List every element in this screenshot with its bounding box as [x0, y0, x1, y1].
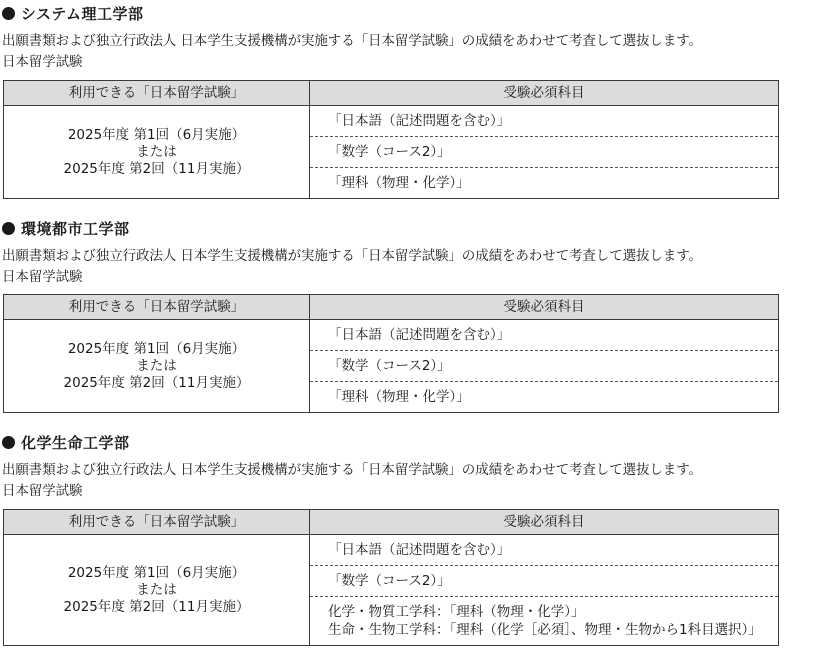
- subject-item: 「日本語（記述問題を含む）」: [310, 320, 778, 351]
- column-header-subjects: 受験必須科目: [310, 295, 779, 320]
- subject-item: 「日本語（記述問題を含む）」: [310, 535, 778, 566]
- session-second: 2025年度 第2回（11月実施）: [63, 374, 250, 391]
- column-header-exam: 利用できる「日本留学試験」: [4, 81, 310, 106]
- exam-session-cell: [4, 535, 310, 646]
- session-first: 2025年度 第1回（6月実施）: [67, 564, 246, 581]
- exam-table: [3, 80, 779, 199]
- section-system-engineering: [0, 4, 819, 73]
- column-header-subjects: 受験必須科目: [310, 510, 779, 535]
- column-header-subjects: 受験必須科目: [310, 81, 779, 106]
- section-heading: [2, 219, 819, 239]
- exam-session-cell: [4, 106, 310, 199]
- section-description: 出願書類および独立行政法人 日本学生支援機構が実施する「日本留学試験」の成績をあわせて考査して選抜します。: [2, 462, 702, 478]
- session-first: 2025年度 第1回（6月実施）: [67, 126, 246, 143]
- section-civil-environmental-engineering: [0, 219, 819, 288]
- session-first: 2025年度 第1回（6月実施）: [67, 340, 246, 357]
- subject-science-life-biology: 生命・生物工学科：「理科（化学［必須］、物理・生物から1科目選択）」: [328, 622, 762, 638]
- session-or: または: [136, 581, 177, 598]
- column-header-exam: 利用できる「日本留学試験」: [4, 295, 310, 320]
- section-heading: [2, 4, 819, 24]
- session-second: 2025年度 第2回（11月実施）: [63, 598, 250, 615]
- section-chemistry-life-engineering: [0, 433, 819, 502]
- exam-table: [3, 509, 779, 646]
- subject-item: 「日本語（記述問題を含む）」: [310, 106, 778, 137]
- bullet-icon: [2, 222, 15, 235]
- subject-item: 「数学（コース2）」: [310, 566, 778, 597]
- section-heading: [2, 433, 819, 453]
- session-or: または: [136, 357, 177, 374]
- section-subheading: 日本留学試験: [2, 483, 83, 499]
- section-heading-text: 化学生命工学部: [21, 434, 130, 452]
- session-second: 2025年度 第2回（11月実施）: [63, 160, 250, 177]
- bullet-icon: [2, 436, 15, 449]
- subject-item: 「理科（物理・化学）」: [328, 175, 470, 191]
- exam-table: [3, 294, 779, 413]
- section-heading-text: システム理工学部: [21, 5, 144, 23]
- exam-session-cell: [4, 320, 310, 413]
- subject-science-chemistry-materials: 化学・物質工学科：「理科（物理・化学）」: [328, 604, 585, 620]
- subjects-cell: [310, 106, 779, 199]
- column-header-exam: 利用できる「日本留学試験」: [4, 510, 310, 535]
- subjects-cell: [310, 535, 779, 646]
- section-subheading: 日本留学試験: [2, 269, 83, 285]
- section-subheading: 日本留学試験: [2, 54, 83, 70]
- section-heading-text: 環境都市工学部: [21, 220, 130, 238]
- subject-item-science-by-department: [310, 597, 778, 645]
- bullet-icon: [2, 7, 15, 20]
- session-or: または: [136, 143, 177, 160]
- subject-item: 「理科（物理・化学）」: [328, 389, 470, 405]
- section-description: 出願書類および独立行政法人 日本学生支援機構が実施する「日本留学試験」の成績をあわせて考査して選抜します。: [2, 248, 702, 264]
- section-description: 出願書類および独立行政法人 日本学生支援機構が実施する「日本留学試験」の成績をあわせて考査して選抜します。: [2, 33, 702, 49]
- subjects-cell: [310, 320, 779, 413]
- subject-item: 「数学（コース2）」: [310, 351, 778, 382]
- subject-item: 「数学（コース2）」: [310, 137, 778, 168]
